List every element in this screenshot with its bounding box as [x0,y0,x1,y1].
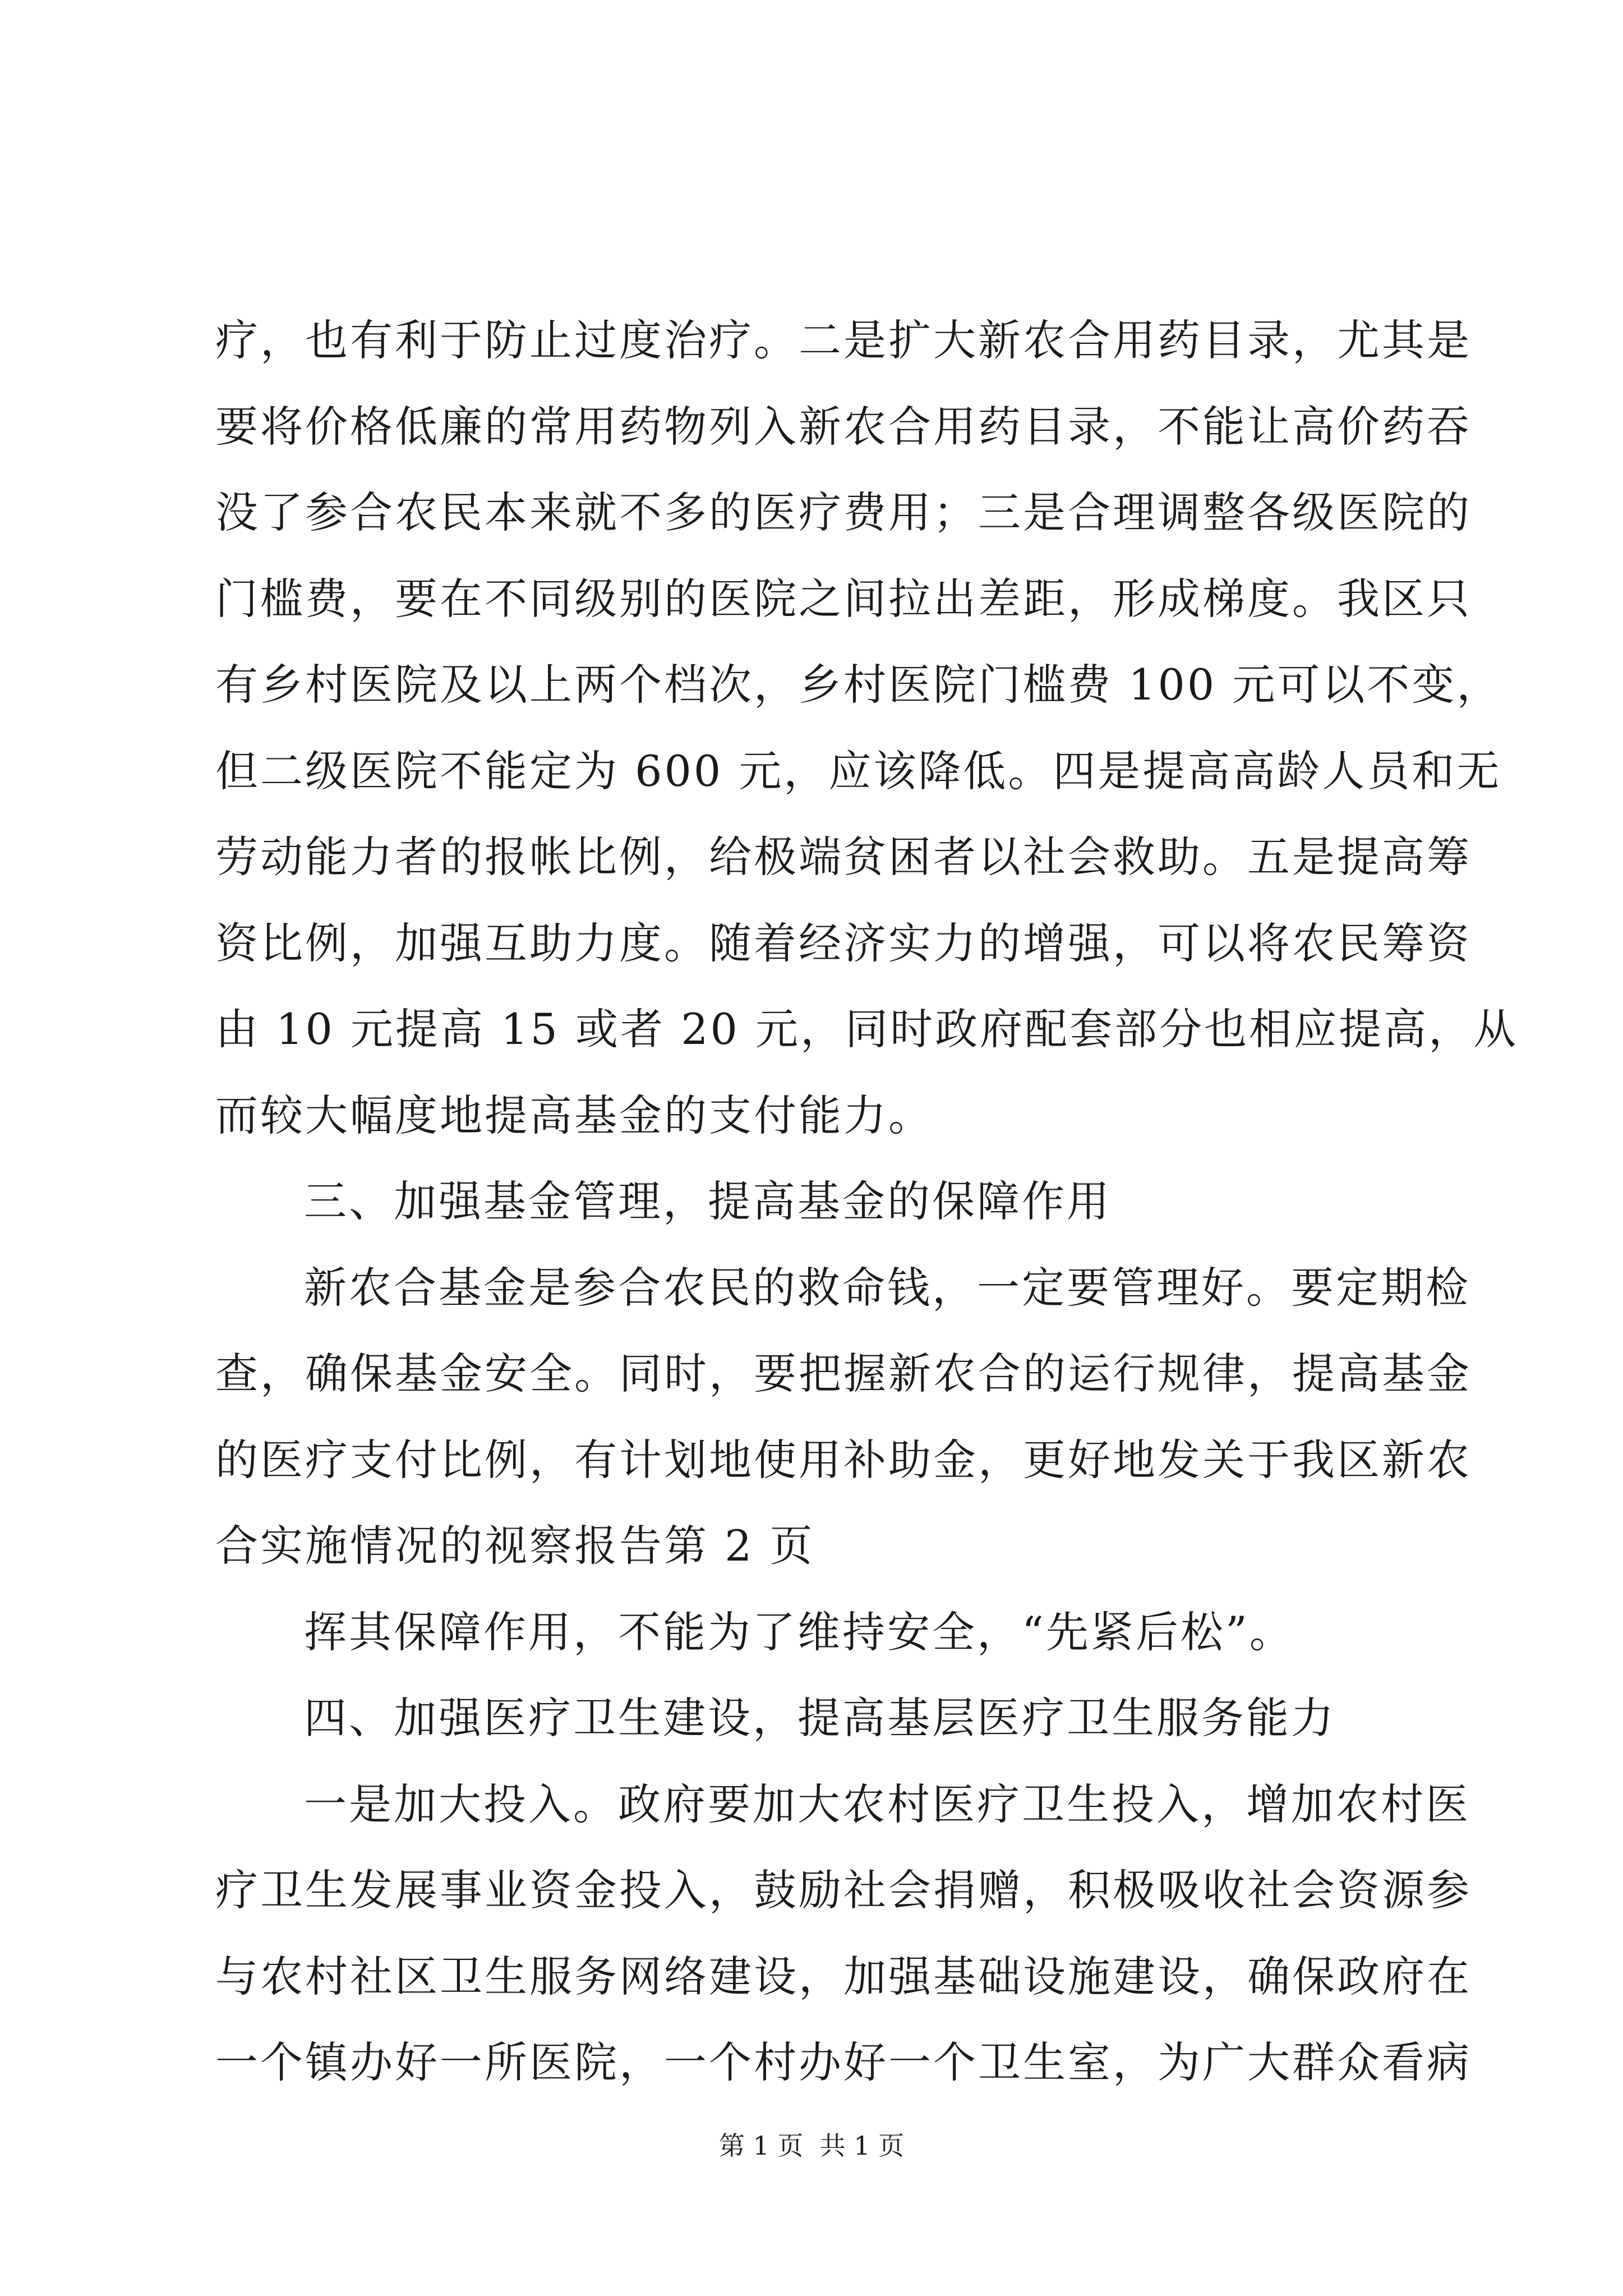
text-line: 新农合基金是参合农民的救命钱，一定要管理好。要定期检 [304,1262,1470,1313]
text-line: 疗，也有利于防止过度治疗。二是扩大新农合用药目录，尤其是 [215,315,1472,365]
text-line: 合实施情况的视察报告第 2 页 [215,1521,815,1571]
text-line: 但二级医院不能定为 600 元，应该降低。四是提高高龄人员和无 [215,746,1502,796]
text-line: 劳动能力者的报帐比例，给极端贫困者以社会救助。五是提高筹 [215,832,1472,882]
text-line: 要将价格低廉的常用药物列入新农合用药目录，不能让高价药吞 [215,401,1472,452]
text-line: 没了参合农民本来就不多的医疗费用；三是合理调整各级医院的 [215,487,1472,537]
page-number-info: 第 1 页 共 1 页 [718,2131,905,2161]
text-line: 有乡村医院及以上两个档次，乡村医院门槛费 100 元可以不变， [215,660,1502,710]
text-line: 由 10 元提高 15 或者 20 元，同时政府配套部分也相应提高，从 [215,1004,1519,1054]
section-heading-4: 四、加强医疗卫生建设，提高基层医疗卫生服务能力 [304,1693,1336,1743]
document-body [215,297,1519,2106]
text-line: 一是加大投入。政府要加大农村医疗卫生投入，增加农村医 [304,1779,1470,1829]
text-line: 疗卫生发展事业资金投入，鼓励社会捐赠，积极吸收社会资源参 [215,1865,1472,1915]
text-line: 而较大幅度地提高基金的支付能力。 [215,1090,933,1140]
text-line: 资比例，加强互助力度。随着经济实力的增强，可以将农民筹资 [215,918,1472,968]
text-line: 门槛费，要在不同级别的医院之间拉出差距，形成梯度。我区只 [215,573,1472,624]
text-line: 挥其保障作用，不能为了维持安全，“先紧后松”。 [304,1607,1294,1657]
text-line: 查，确保基金安全。同时，要把握新农合的运行规律，提高基金 [215,1349,1472,1398]
text-line: 与农村社区卫生服务网络建设，加强基础设施建设，确保政府在 [215,1951,1472,2001]
page-footer [0,2129,1623,2162]
text-line: 的医疗支付比例，有计划地使用补助金，更好地发关于我区新农 [215,1434,1472,1485]
text-line: 一个镇办好一所医院，一个村办好一个卫生室，为广大群众看病 [215,2037,1472,2087]
section-heading-3: 三、加强基金管理，提高基金的保障作用 [304,1176,1112,1226]
